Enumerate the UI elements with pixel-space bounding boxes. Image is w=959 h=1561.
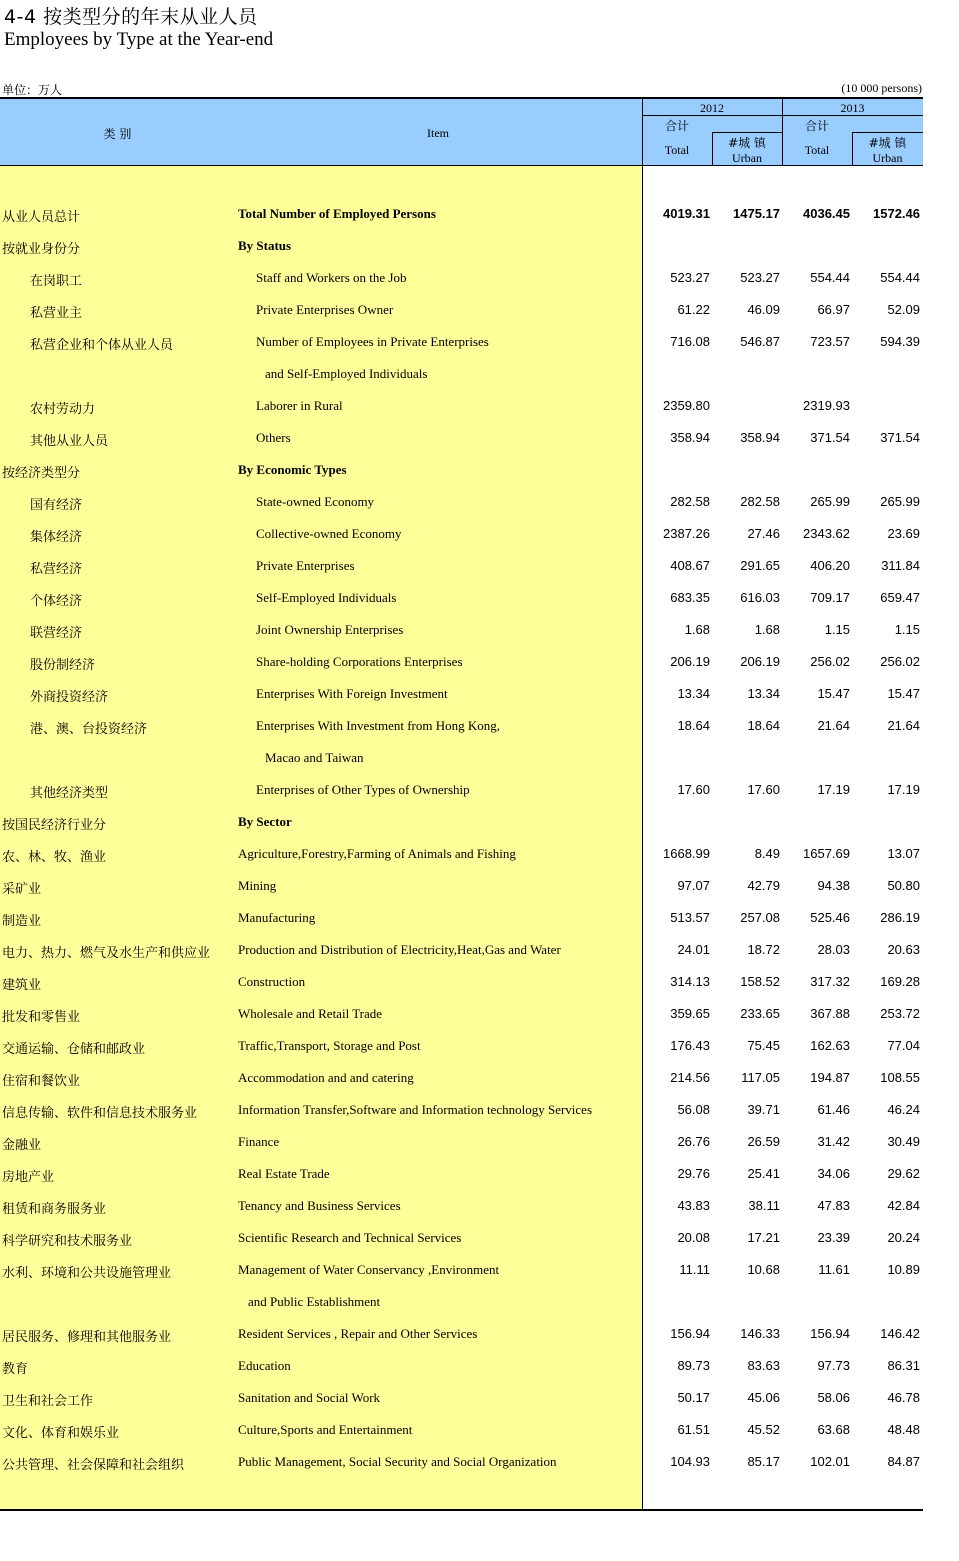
value-2013-total: 34.06 [817,1166,850,1181]
header-total-cn: 合计 [804,119,829,133]
value-2012-total: 2387.26 [663,526,710,541]
header-total-en: Total [664,143,690,157]
value-2012-total: 156.94 [670,1326,710,1341]
table-row [0,774,923,806]
value-2013-total: 2319.93 [803,398,850,413]
value-2012-total: 24.01 [677,942,710,957]
table-row [0,678,923,710]
table-row [0,646,923,678]
value-2012-urban: 158.52 [740,974,780,989]
row-label-cn: 外商投资经济 [30,690,109,705]
value-2012-urban: 27.46 [747,526,780,541]
table-row [0,1318,923,1350]
value-2013-urban: 169.28 [880,974,920,989]
value-2013-total: 723.57 [810,334,850,349]
value-2012-total: 20.08 [677,1230,710,1245]
value-2013-total: 317.32 [810,974,850,989]
value-2012-total: 97.07 [677,878,710,893]
row-label-en: Enterprises of Other Types of Ownership [256,782,470,797]
value-2013-total: 156.94 [810,1326,850,1341]
value-2012-urban: 523.27 [740,270,780,285]
value-2012-total: 61.51 [677,1422,710,1437]
value-2012-urban: 46.09 [747,302,780,317]
value-2013-urban: 46.24 [887,1102,920,1117]
row-label-cn: 文化、体育和娱乐业 [2,1426,120,1441]
value-2013-urban: 311.84 [881,558,920,573]
table-row [0,1446,923,1478]
value-2013-total: 28.03 [817,942,850,957]
row-label-cn: 私营业主 [30,306,83,321]
value-2012-total: 359.65 [670,1006,710,1021]
value-2013-urban: 594.39 [880,334,920,349]
value-2012-total: 206.19 [670,654,710,669]
value-2012-total: 13.34 [677,686,710,701]
row-label-en: Information Transfer,Software and Information technology Services [238,1102,593,1117]
row-label-cn: 私营经济 [30,562,83,577]
value-2013-urban: 265.99 [880,494,920,509]
table-row [0,1030,923,1062]
header-year-2013: 2013 [840,101,865,115]
table-row [0,1126,923,1158]
row-label-en: Staff and Workers on the Job [256,270,407,285]
header-urban-en: Urban [872,151,903,165]
row-label-en: Others [256,430,291,445]
table-row [0,582,923,614]
value-2013-total: 21.64 [817,718,850,733]
row-label-en: Private Enterprises Owner [256,302,394,317]
row-label-en: Enterprises With Foreign Investment [256,686,448,701]
value-2013-total: 61.46 [817,1102,850,1117]
value-2012-total: 18.64 [677,718,710,733]
value-2012-urban: 85.17 [747,1454,780,1469]
value-2013-urban: 256.02 [880,654,920,669]
table-row [0,262,923,294]
value-2013-total: 406.20 [810,558,850,573]
table-row [0,518,923,550]
value-2013-total: 94.38 [817,878,850,893]
table-bottom-rule [0,1509,923,1511]
row-label-cn: 批发和零售业 [2,1010,81,1025]
header-divider [852,132,923,133]
value-2012-urban: 257.08 [740,910,780,925]
value-2013-urban: 42.84 [887,1198,920,1213]
row-label-en: Wholesale and Retail Trade [238,1006,383,1021]
value-2013-total: 1.15 [824,622,850,637]
row-label-en: Enterprises With Investment from Hong Kong, [256,718,501,733]
value-2012-urban: 83.63 [747,1358,780,1373]
table-row [0,1286,923,1318]
value-2013-total: 554.44 [810,270,850,285]
row-label-en: Tenancy and Business Services [238,1198,401,1213]
value-2013-urban: 84.87 [887,1454,920,1469]
row-label-en: Joint Ownership Enterprises [256,622,404,637]
value-2013-total: 66.97 [817,302,850,317]
table-row [0,1062,923,1094]
value-2012-total: 56.08 [677,1102,710,1117]
value-2013-urban: 1572.46 [873,206,920,221]
row-label-cn: 按就业身份分 [2,242,81,257]
row-label-en: By Status [238,238,292,253]
value-2013-total: 265.99 [810,494,850,509]
value-2013-total: 709.17 [810,590,850,605]
value-2012-urban: 75.45 [747,1038,780,1053]
row-label-cn: 卫生和社会工作 [2,1394,94,1409]
value-2012-urban: 39.71 [747,1102,780,1117]
row-label-cn: 居民服务、修理和其他服务业 [2,1330,172,1345]
value-2013-urban: 286.19 [880,910,920,925]
table-row [0,326,923,358]
value-2013-total: 15.47 [817,686,850,701]
value-2013-urban: 29.62 [887,1166,920,1181]
value-2012-urban: 233.65 [740,1006,780,1021]
value-2013-total: 194.87 [810,1070,850,1085]
row-label-en: Scientific Research and Technical Services [238,1230,462,1245]
row-label-en: Sanitation and Social Work [238,1390,381,1405]
table-row [0,390,923,422]
table-row [0,806,923,838]
value-2012-total: 513.57 [670,910,710,925]
value-2012-total: 50.17 [677,1390,710,1405]
value-2013-urban: 46.78 [887,1390,920,1405]
value-2012-urban: 1.68 [754,622,780,637]
value-2012-total: 43.83 [677,1198,710,1213]
header-total-cn: 合计 [664,119,689,133]
value-2012-total: 29.76 [677,1166,710,1181]
value-2012-urban: 25.41 [747,1166,780,1181]
row-label-en: Real Estate Trade [238,1166,330,1181]
table-row [0,902,923,934]
value-2012-total: 282.58 [670,494,710,509]
header-total-en: Total [804,143,830,157]
value-2012-total: 1.68 [684,622,710,637]
value-2012-urban: 18.72 [747,942,780,957]
row-label-cn: 港、澳、台投资经济 [30,722,148,737]
table-row [0,838,923,870]
value-2013-urban: 52.09 [887,302,920,317]
value-2012-urban: 8.49 [754,846,780,861]
value-2013-total: 97.73 [817,1358,850,1373]
value-2012-total: 89.73 [677,1358,710,1373]
row-label-cn: 电力、热力、燃气及水生产和供应业 [2,946,211,961]
table-row [0,422,923,454]
value-2013-total: 102.01 [810,1454,850,1469]
value-2013-total: 367.88 [810,1006,850,1021]
value-2012-urban: 45.06 [747,1390,780,1405]
row-label-en: Laborer in Rural [256,398,343,413]
value-2012-urban: 358.94 [740,430,780,445]
value-2012-urban: 38.11 [748,1198,780,1213]
table-row [0,614,923,646]
row-label-en: Private Enterprises [256,558,355,573]
value-2013-total: 4036.45 [803,206,850,221]
value-2013-urban: 13.07 [887,846,920,861]
value-2013-total: 17.19 [817,782,850,797]
table-title-en: Employees by Type at the Year-end [4,29,274,50]
value-2013-total: 31.42 [817,1134,850,1149]
row-label-cn: 科学研究和技术服务业 [2,1234,133,1249]
row-label-en: Mining [238,878,277,893]
value-2013-total: 1657.69 [803,846,850,861]
value-2013-urban: 20.24 [887,1230,920,1245]
row-label-cn: 股份制经济 [30,658,96,673]
value-2012-urban: 206.19 [740,654,780,669]
table-row [0,742,923,774]
row-label-en: State-owned Economy [256,494,375,509]
value-2012-total: 358.94 [670,430,710,445]
row-label-en: Education [238,1358,291,1373]
value-2012-urban: 26.59 [747,1134,780,1149]
value-2013-urban: 20.63 [887,942,920,957]
row-label-cn: 其他从业人员 [30,434,109,449]
value-2013-total: 23.39 [817,1230,850,1245]
row-label-cn: 个体经济 [30,594,83,609]
row-label-cn: 按国民经济行业分 [2,818,107,833]
value-2013-urban: 1.15 [894,622,920,637]
value-2012-urban: 282.58 [740,494,780,509]
row-label-en: Accommodation and and catering [238,1070,414,1085]
row-label-en: Construction [238,974,306,989]
table-row [0,1414,923,1446]
row-label-en: Total Number of Employed Persons [238,206,436,221]
value-2012-urban: 546.87 [740,334,780,349]
value-2013-total: 525.46 [810,910,850,925]
table-row [0,358,923,390]
row-label-en: Traffic,Transport, Storage and Post [238,1038,421,1053]
table-row [0,230,923,262]
row-label-cn: 交通运输、仓储和邮政业 [2,1042,146,1057]
row-label-cn: 制造业 [2,914,42,929]
row-label-en: Public Management, Social Security and Social Organization [238,1454,557,1469]
value-2012-urban: 10.68 [747,1262,780,1277]
header-urban-en: Urban [732,151,762,165]
value-2013-total: 371.54 [810,430,850,445]
value-2013-urban: 108.55 [880,1070,920,1085]
value-2013-urban: 253.72 [880,1006,920,1021]
value-2012-total: 2359.80 [663,398,710,413]
table-row [0,1350,923,1382]
value-2013-urban: 77.04 [887,1038,920,1053]
row-label-en: and Self-Employed Individuals [265,366,428,381]
table-row [0,934,923,966]
table-row [0,198,923,230]
value-2013-urban: 15.47 [887,686,920,701]
table-row [0,870,923,902]
unit-label-en: (10 000 persons) [841,81,922,95]
row-label-cn: 住宿和餐饮业 [2,1074,81,1089]
value-2012-total: 17.60 [677,782,710,797]
row-label-cn: 采矿业 [2,882,42,897]
header-category-cn: 类 别 [103,127,132,141]
value-2013-total: 256.02 [810,654,850,669]
row-label-cn: 教育 [2,1362,29,1377]
row-label-cn: 农、林、牧、渔业 [2,850,107,865]
value-2013-urban: 10.89 [887,1262,920,1277]
row-label-en: Manufacturing [238,910,316,925]
row-label-cn: 集体经济 [30,530,83,545]
row-label-cn: 在岗职工 [30,274,83,289]
value-2012-urban: 291.65 [740,558,780,573]
value-2013-total: 2343.62 [803,526,850,541]
value-2012-urban: 45.52 [747,1422,780,1437]
value-2013-urban: 146.42 [880,1326,920,1341]
table-row [0,998,923,1030]
row-label-cn: 租赁和商务服务业 [2,1202,107,1217]
table-body [0,198,923,1478]
value-2012-urban: 42.79 [747,878,780,893]
row-label-cn: 其他经济类型 [30,786,109,801]
table-row [0,454,923,486]
value-2013-urban: 371.54 [880,430,920,445]
table-row [0,966,923,998]
row-label-en: Share-holding Corporations Enterprises [256,654,463,669]
row-label-cn: 联营经济 [30,626,83,641]
row-label-cn: 国有经济 [30,498,83,513]
value-2013-total: 47.83 [817,1198,850,1213]
value-2012-total: 1668.99 [663,846,710,861]
value-2013-total: 11.61 [818,1262,850,1277]
row-label-cn: 公共管理、社会保障和社会组织 [2,1458,185,1473]
value-2012-urban: 18.64 [747,718,780,733]
header-urban-cn: #城 镇 [868,136,907,150]
value-2012-urban: 117.05 [741,1070,780,1085]
value-2013-urban: 50.80 [887,878,920,893]
header-year-2012: 2012 [700,101,724,115]
value-2012-total: 4019.31 [663,206,710,221]
table-row [0,486,923,518]
value-2012-total: 716.08 [670,334,710,349]
value-2012-total: 11.11 [679,1262,710,1277]
row-label-en: Production and Distribution of Electricity,Heat,Gas and Water [238,942,561,957]
value-2012-urban: 146.33 [740,1326,780,1341]
row-label-en: By Economic Types [238,462,347,477]
table-row [0,1190,923,1222]
value-2012-total: 408.67 [670,558,710,573]
value-2012-total: 176.43 [670,1038,710,1053]
value-2013-urban: 30.49 [887,1134,920,1149]
value-2012-urban: 17.21 [747,1230,780,1245]
row-label-en: By Sector [238,814,292,829]
value-2013-urban: 659.47 [880,590,920,605]
value-2013-total: 162.63 [810,1038,850,1053]
value-2012-total: 523.27 [670,270,710,285]
row-label-en: Collective-owned Economy [256,526,402,541]
value-2012-total: 104.93 [670,1454,710,1469]
value-2012-total: 683.35 [670,590,710,605]
row-label-en: Number of Employees in Private Enterprises [256,334,489,349]
row-label-cn: 建筑业 [2,978,42,993]
row-label-en: Agriculture,Forestry,Farming of Animals and Fishing [238,846,516,861]
row-label-en: Culture,Sports and Entertainment [238,1422,413,1437]
row-label-cn: 私营企业和个体从业人员 [30,338,174,353]
table-row [0,710,923,742]
row-label-en: Resident Services , Repair and Other Services [238,1326,478,1341]
row-label-cn: 金融业 [2,1138,42,1153]
value-2013-urban: 21.64 [887,718,920,733]
row-label-cn: 从业人员总计 [2,210,81,225]
row-label-cn: 按经济类型分 [2,466,81,481]
value-2013-total: 63.68 [817,1422,850,1437]
table-row [0,1158,923,1190]
table-row [0,1382,923,1414]
value-2012-urban: 13.34 [747,686,780,701]
table-row [0,294,923,326]
row-label-en: Self-Employed Individuals [256,590,397,605]
value-2013-urban: 554.44 [880,270,920,285]
unit-label-cn: 单位：万人 [2,83,63,97]
table-row [0,1094,923,1126]
table-header [0,97,923,166]
value-2012-urban: 1475.17 [733,206,780,221]
value-2012-total: 214.56 [670,1070,710,1085]
header-divider [712,132,782,133]
value-2013-urban: 48.48 [887,1422,920,1437]
row-label-cn: 信息传输、软件和信息技术服务业 [2,1106,198,1121]
table-row [0,550,923,582]
value-2013-urban: 17.19 [887,782,920,797]
header-urban-cn: #城 镇 [728,136,766,150]
header-item-en: Item [427,126,449,140]
row-label-cn: 房地产业 [2,1170,55,1185]
row-label-en: Finance [238,1134,280,1149]
value-2012-total: 26.76 [677,1134,710,1149]
value-2013-total: 58.06 [817,1390,850,1405]
value-2012-total: 61.22 [677,302,710,317]
row-label-en: Management of Water Conservancy ,Environment [238,1262,500,1277]
value-2013-urban: 23.69 [887,526,920,541]
table-row [0,1254,923,1286]
value-2012-urban: 17.60 [747,782,780,797]
row-label-cn: 农村劳动力 [30,402,96,417]
row-label-en: Macao and Taiwan [265,750,364,765]
value-2013-urban: 86.31 [887,1358,920,1373]
table-row [0,1222,923,1254]
value-2012-total: 314.13 [670,974,710,989]
table-title-cn: 4-4 按类型分的年末从业人员 [4,6,258,28]
row-label-cn: 水利、环境和公共设施管理业 [2,1266,172,1281]
row-label-en: and Public Establishment [248,1294,381,1309]
value-2012-urban: 616.03 [740,590,780,605]
